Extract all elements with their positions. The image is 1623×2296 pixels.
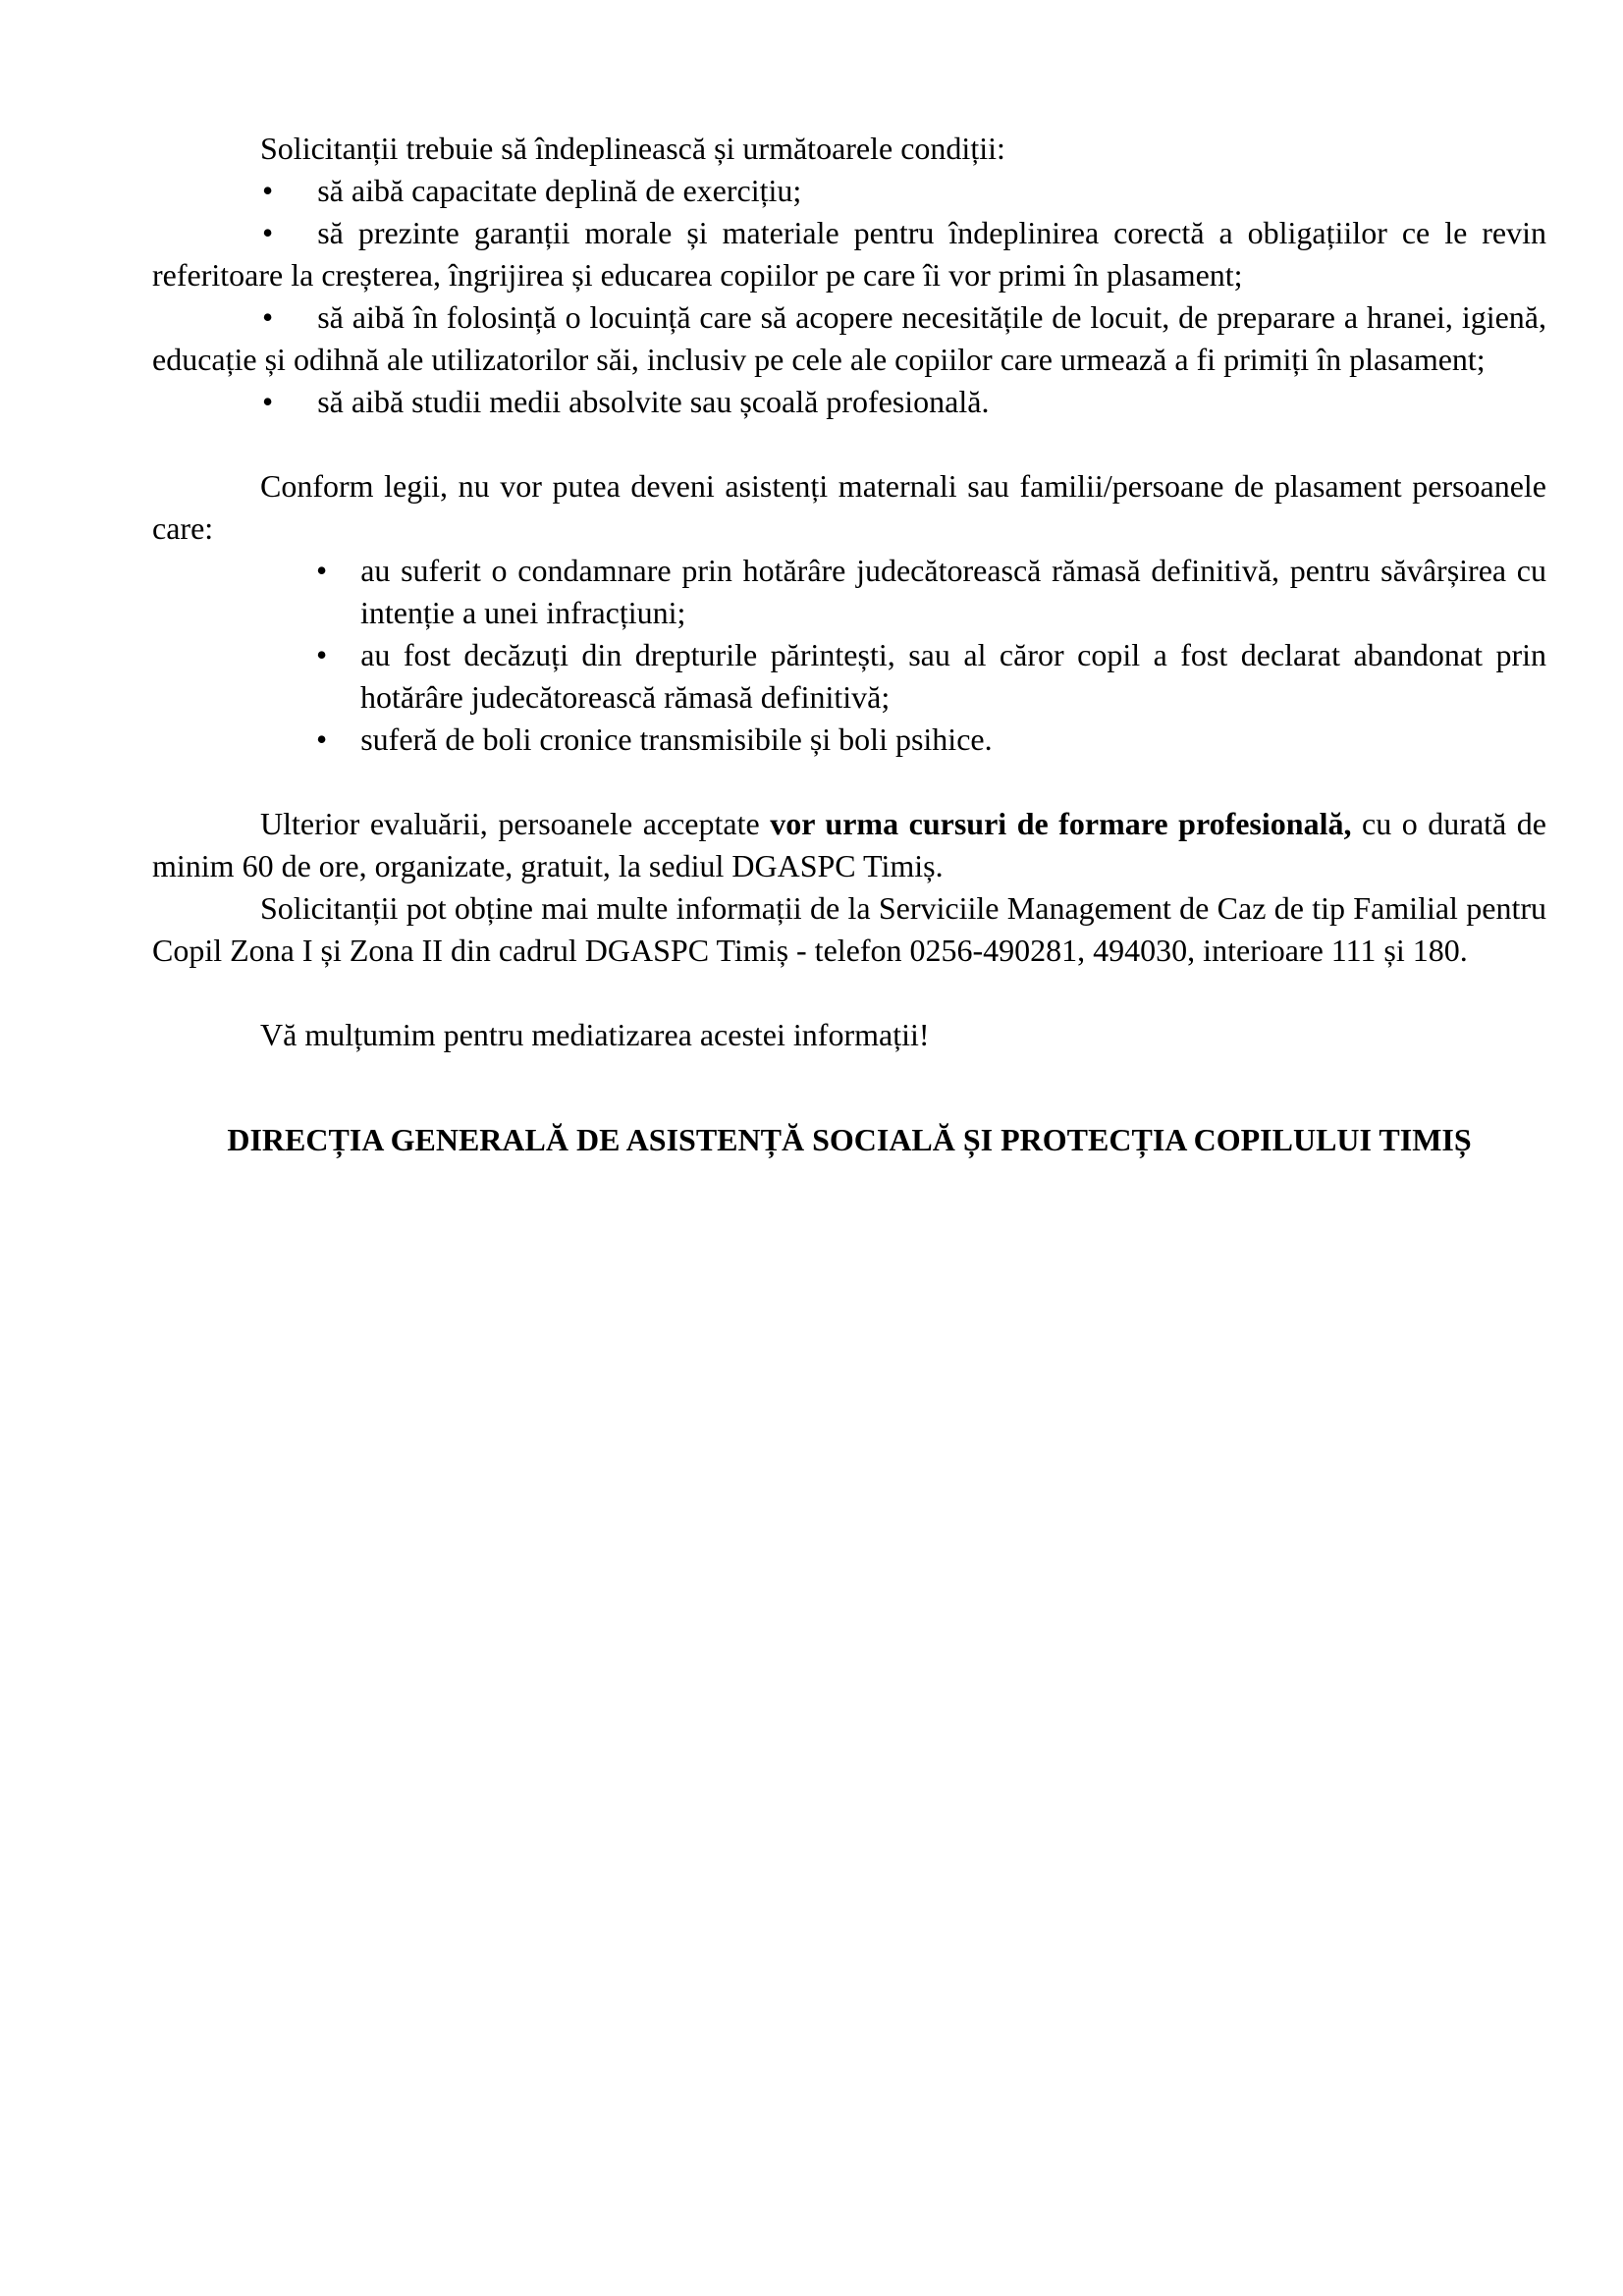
list-item-text: suferă de boli cronice transmisibile și boli psihice.	[360, 721, 993, 757]
list-item	[152, 381, 1546, 423]
signature-line	[152, 1119, 1546, 1161]
legal-text: Conform legii, nu vor putea deveni asistenți maternali sau familii/persoane de plasament persoanele care:	[152, 468, 1546, 546]
signature-text: DIRECȚIA GENERALĂ DE ASISTENȚĂ SOCIALĂ ȘI PROTECȚIA COPILULUI TIMIȘ	[227, 1122, 1472, 1157]
contact-paragraph	[152, 887, 1546, 972]
list-item	[152, 550, 1546, 634]
list-item-text: au suferit o condamnare prin hotărâre judecătorească rămasă definitivă, pentru săvârșirea cu intenție a unei infracțiuni;	[360, 553, 1546, 630]
legal-paragraph	[152, 465, 1546, 550]
intro-paragraph	[152, 128, 1546, 170]
bullet-icon: •	[316, 721, 328, 757]
training-text-end: cu o durată de minim 60 de ore, organizate, gratuit, la sediul DGASPC Timiș.	[152, 806, 1546, 883]
list-item	[152, 170, 1546, 212]
list-item-text: să prezinte garanții morale și materiale pentru îndeplinirea corectă a obligațiilor ce le revin referitoare la creșterea, îngrijirea și educarea copiilor pe care îi vor primi în plasament;	[152, 215, 1546, 293]
thanks-text: Vă mulțumim pentru mediatizarea acestei informații!	[260, 1017, 930, 1052]
bullet-icon: •	[316, 553, 328, 588]
training-text-start: Ulterior evaluării, persoanele acceptate	[260, 806, 771, 841]
training-text-bold: vor urma cursuri de formare profesională,	[770, 806, 1352, 841]
bullet-icon: •	[262, 299, 274, 335]
intro-text: Solicitanții trebuie să îndeplinească și următoarele condiții:	[260, 131, 1005, 166]
bullet-icon: •	[262, 173, 274, 208]
list-item-text: au fost decăzuți din drepturile părintești, sau al căror copil a fost declarat abandonat prin hotărâre judecătorească rămasă definitivă;	[360, 637, 1546, 715]
list-item	[152, 212, 1546, 296]
list-item-text: să aibă capacitate deplină de exercițiu;	[317, 173, 802, 208]
list-item-text: să aibă în folosință o locuință care să acopere necesitățile de locuit, de preparare a hranei, igienă, educație și odihnă ale utilizatorilor săi, inclusiv pe cele ale copiilor care urmează a fi primiți în plasament;	[152, 299, 1546, 377]
contact-text: Solicitanții pot obține mai multe informații de la Serviciile Management de Caz de tip Familial pentru Copil Zona I și Zona II din cadrul DGASPC Timiș - telefon 0256-490281, 494030, interioare 111 și 180.	[152, 890, 1546, 968]
bullet-icon: •	[316, 637, 328, 672]
thanks-paragraph	[152, 1014, 1546, 1056]
training-paragraph	[152, 803, 1546, 887]
bullet-icon: •	[262, 215, 274, 250]
list-item	[152, 719, 1546, 761]
list-item	[152, 634, 1546, 719]
bullet-icon: •	[262, 384, 274, 419]
list-item-text: să aibă studii medii absolvite sau școală profesională.	[317, 384, 990, 419]
list-item	[152, 296, 1546, 381]
